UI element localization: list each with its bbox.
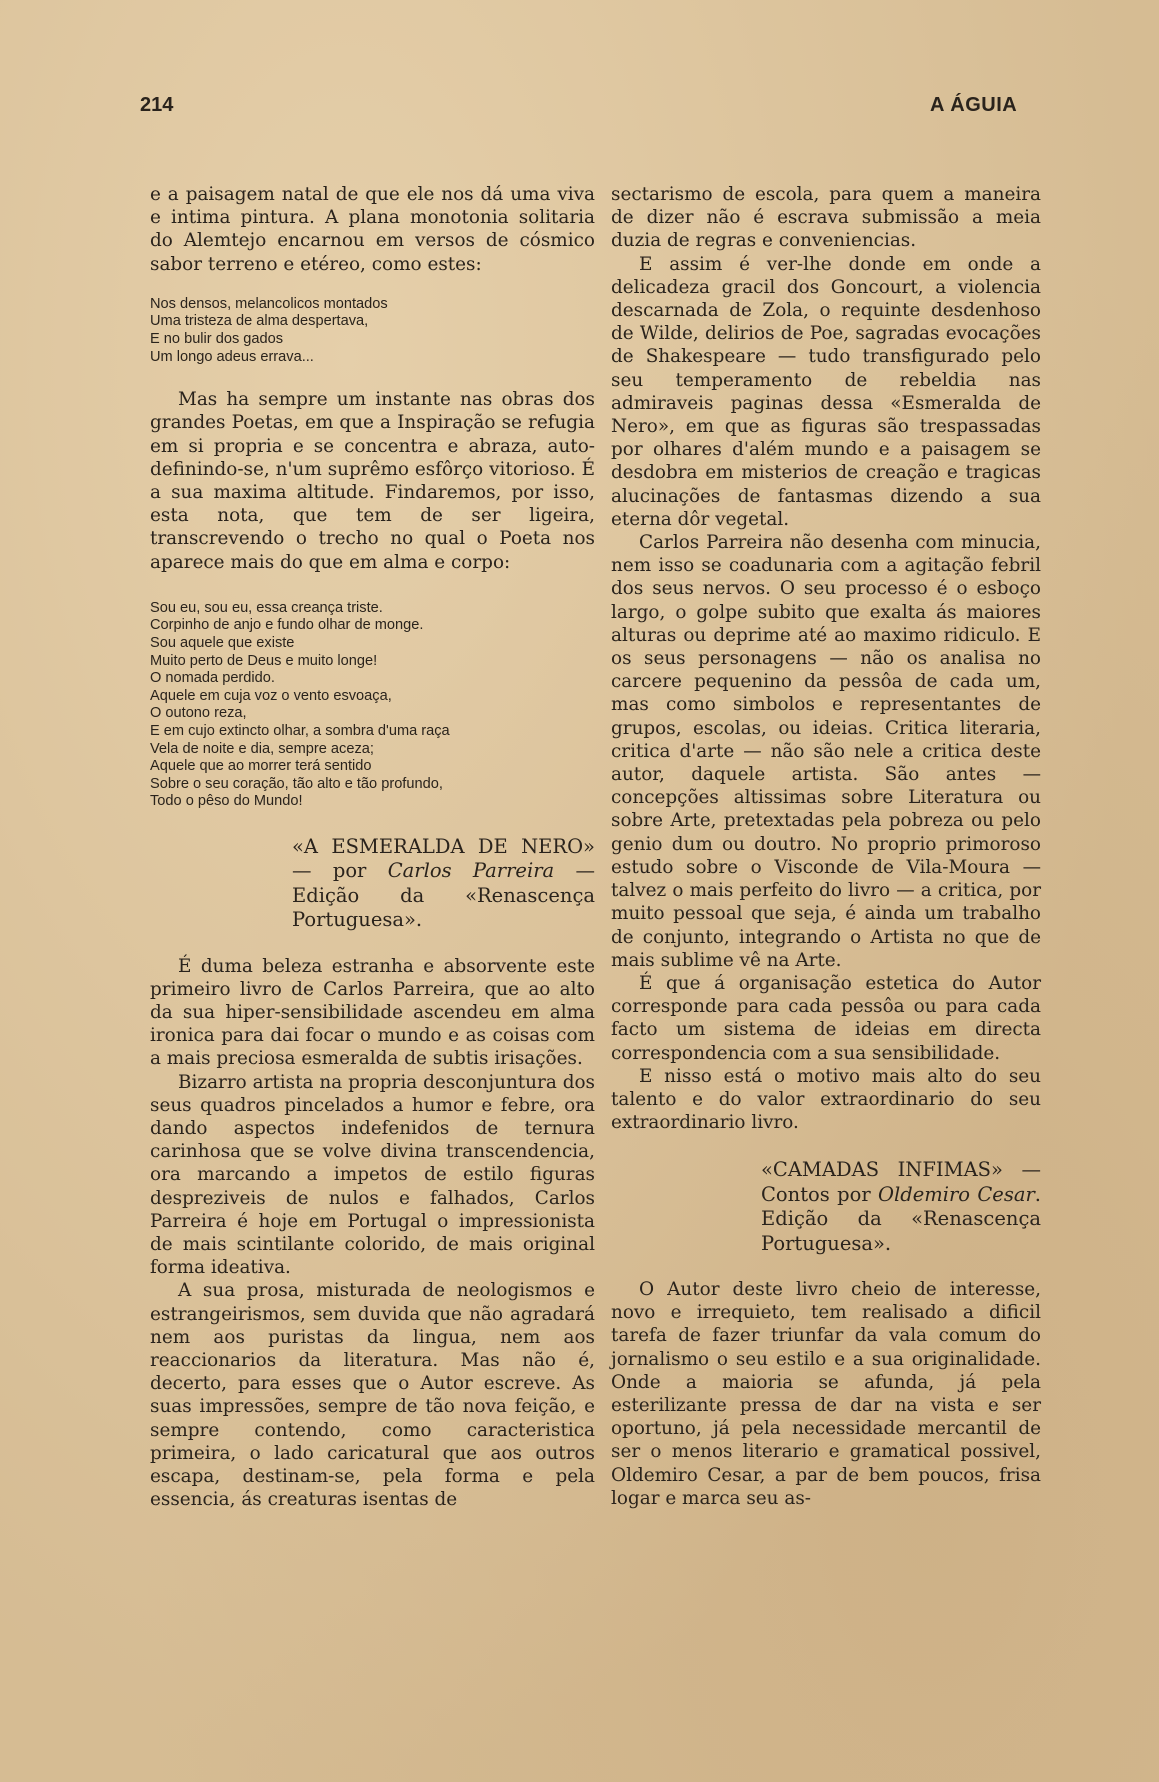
review-author: Carlos Parreira [387, 859, 555, 883]
running-title: A ÁGUIA [930, 94, 1018, 116]
verse-line: Sou eu, sou eu, essa creança triste. [150, 599, 383, 616]
body-paragraph: E assim é ver-lhe donde em onde a delicadeza gracil dos Goncourt, a violencia descarnada de Zola, o requinte desdenhoso de Wilde, delirios de Poe, sagradas evocações de Shakespeare — tudo transfigurado pelo seu temperamento de rebeldia nas admiraveis paginas dessa «Esmeralda de Nero», em que as figuras são trespassadas por olhares d'além mundo e a paisagem se desdobra em misterios de creação e tragicas alucinações de fantasmas dizendo a sua eterna dôr vegetal. [611, 253, 1041, 530]
review-author: Oldemiro Cesar [878, 1182, 1035, 1206]
verse-line: Aquele que ao morrer terá sentido [150, 758, 372, 775]
review-title: «A ESMERALDA DE NERO» — por [292, 834, 595, 883]
body-paragraph: E nisso está o motivo mais alto do seu talento e do valor extraordinario do seu extraordinario livro. [611, 1065, 1041, 1134]
verse-line: Sobre o seu coração, tão alto e tão profundo, [150, 775, 443, 792]
verse-line: Aquele em cuja voz o vento esvoaça, [150, 687, 392, 704]
right-column [611, 183, 1041, 1510]
verse-quote-1 [150, 296, 595, 366]
verse-line: Nos densos, melancolicos montados [150, 295, 388, 312]
left-column [150, 183, 595, 1511]
body-paragraph: Mas ha sempre um instante nas obras dos grandes Poetas, em que a Inspiração se refugia em si propria e se concentra e abraza, auto-definindo-se, n'um suprêmo esfôrço vitorioso. É a sua maxima altitude. Findaremos, por isso, esta nota, que tem de ser ligeira, transcrevendo o trecho no qual o Poeta nos aparece mais do que em alma e corpo: [150, 389, 595, 573]
verse-quote-2 [150, 600, 595, 811]
body-paragraph: É que á organisação estetica do Autor corresponde para cada pessôa ou para cada facto um sistema de ideias em directa correspondencia com a sua sensibilidade. [611, 972, 1041, 1064]
body-paragraph: Bizarro artista na propria desconjuntura dos seus quadros pincelados a humor e febre, ora dando aspectos indefenidos de ternura carinhosa que se volve divina transcendencia, ora marcando a impetos de estilo figuras despreziveis de nulos e falhados, Carlos Parreira é hoje em Portugal o impressionista de mais scintilante colorido, de mais original forma ideativa. [150, 1071, 595, 1279]
body-paragraph: A sua prosa, misturada de neologismos e estrangeirismos, sem duvida que não agradará nem aos puristas da lingua, nem aos reaccionarios da literatura. Mas não é, decerto, para esses que o Autor escreve. As suas impressões, sempre de tão nova feição, e sempre contendo, como caracteristica primeira, o lado caricatural que aos outros escapa, destinam-se, pela forma e pela essencia, ás creaturas isentas de [150, 1280, 595, 1511]
page-number: 214 [140, 94, 174, 116]
body-paragraph: sectarismo de escola, para quem a maneira de dizer não é escrava submissão a meia duzia de regras e conveniencias. [611, 184, 1041, 252]
verse-line: Sou aquele que existe [150, 635, 295, 651]
review-heading-camadas [761, 1158, 1041, 1256]
verse-line: E no bulir dos gados [150, 331, 284, 347]
body-paragraph: É duma beleza estranha e absorvente este primeiro livro de Carlos Parreira, que ao alto da sua hiper-sensibilidade ascendeu em alma ironica para dai focar o mundo e as coisas com a mais preciosa esmeralda de subtis irisações. [150, 955, 595, 1070]
page-header [0, 94, 1159, 128]
verse-line: E em cujo extincto olhar, a sombra d'uma raça [150, 722, 450, 739]
review-edition: . Edição da «Renascença Portuguesa». [761, 1182, 1041, 1255]
review-heading-esmeralda [292, 835, 595, 933]
body-paragraph: O Autor deste livro cheio de interesse, novo e irrequieto, tem realisado a dificil tarefa de fazer triunfar da vala comum do jornalismo o seu estilo e a sua originalidade. Onde a maioria se afunda, já pela esterilizante pressa de dar na vista e ser oportuno, já pela necessidade mercantil de ser o menos literario e gramatical possivel, Oldemiro Cesar, a par de bem poucos, frisa logar e marca seu as- [611, 1278, 1041, 1509]
verse-line: O outono reza, [150, 705, 247, 722]
verse-line: Muito perto de Deus e muito longe! [150, 652, 378, 669]
verse-line: Um longo adeus errava... [150, 348, 314, 365]
review-title: «CAMADAS INFIMAS» — Contos por [761, 1158, 1041, 1206]
verse-line: Vela de noite e dia, sempre aceza; [150, 740, 374, 757]
verse-line: Todo o pêso do Mundo! [150, 793, 303, 810]
verse-line: O nomada perdido. [150, 670, 275, 687]
review-edition: — Edição da «Renascença Portuguesa». [292, 859, 595, 932]
verse-line: Corpinho de anjo e fundo olhar de monge. [150, 617, 424, 634]
verse-line: Uma tristeza de alma despertava, [150, 313, 369, 330]
body-paragraph: Carlos Parreira não desenha com minucia, nem isso se coadunaria com a agitação febril dos seus nervos. O seu processo é o esboço largo, o golpe subito que exalta ás maiores alturas ou deprime até ao maximo ridiculo. E os seus personagens — não os analisa no carcere pequenino da pessôa de cada um, mas como simbolos e representantes de grupos, escolas, ou ideias. Critica literaria, critica d'arte — não são nele a critica deste autor, daquele artista. São antes — concepções altissimas sobre Literatura ou sobre Arte, pretextadas pela pobreza ou pelo genio dum ou doutro. No proprio primoroso estudo sobre o Visconde de Vila-Moura — talvez o mais perfeito do livro — a critica, por muito pessoal que seja, é ainda um trabalho de conjunto, integrando o Artista no que de mais sublime vê na Arte. [611, 532, 1041, 971]
intro-paragraph: e a paisagem natal de que ele nos dá uma viva e intima pintura. A plana monotonia solitaria do Alemtejo encarnou em versos de cósmico sabor terreno e etéreo, como estes: [150, 184, 595, 275]
